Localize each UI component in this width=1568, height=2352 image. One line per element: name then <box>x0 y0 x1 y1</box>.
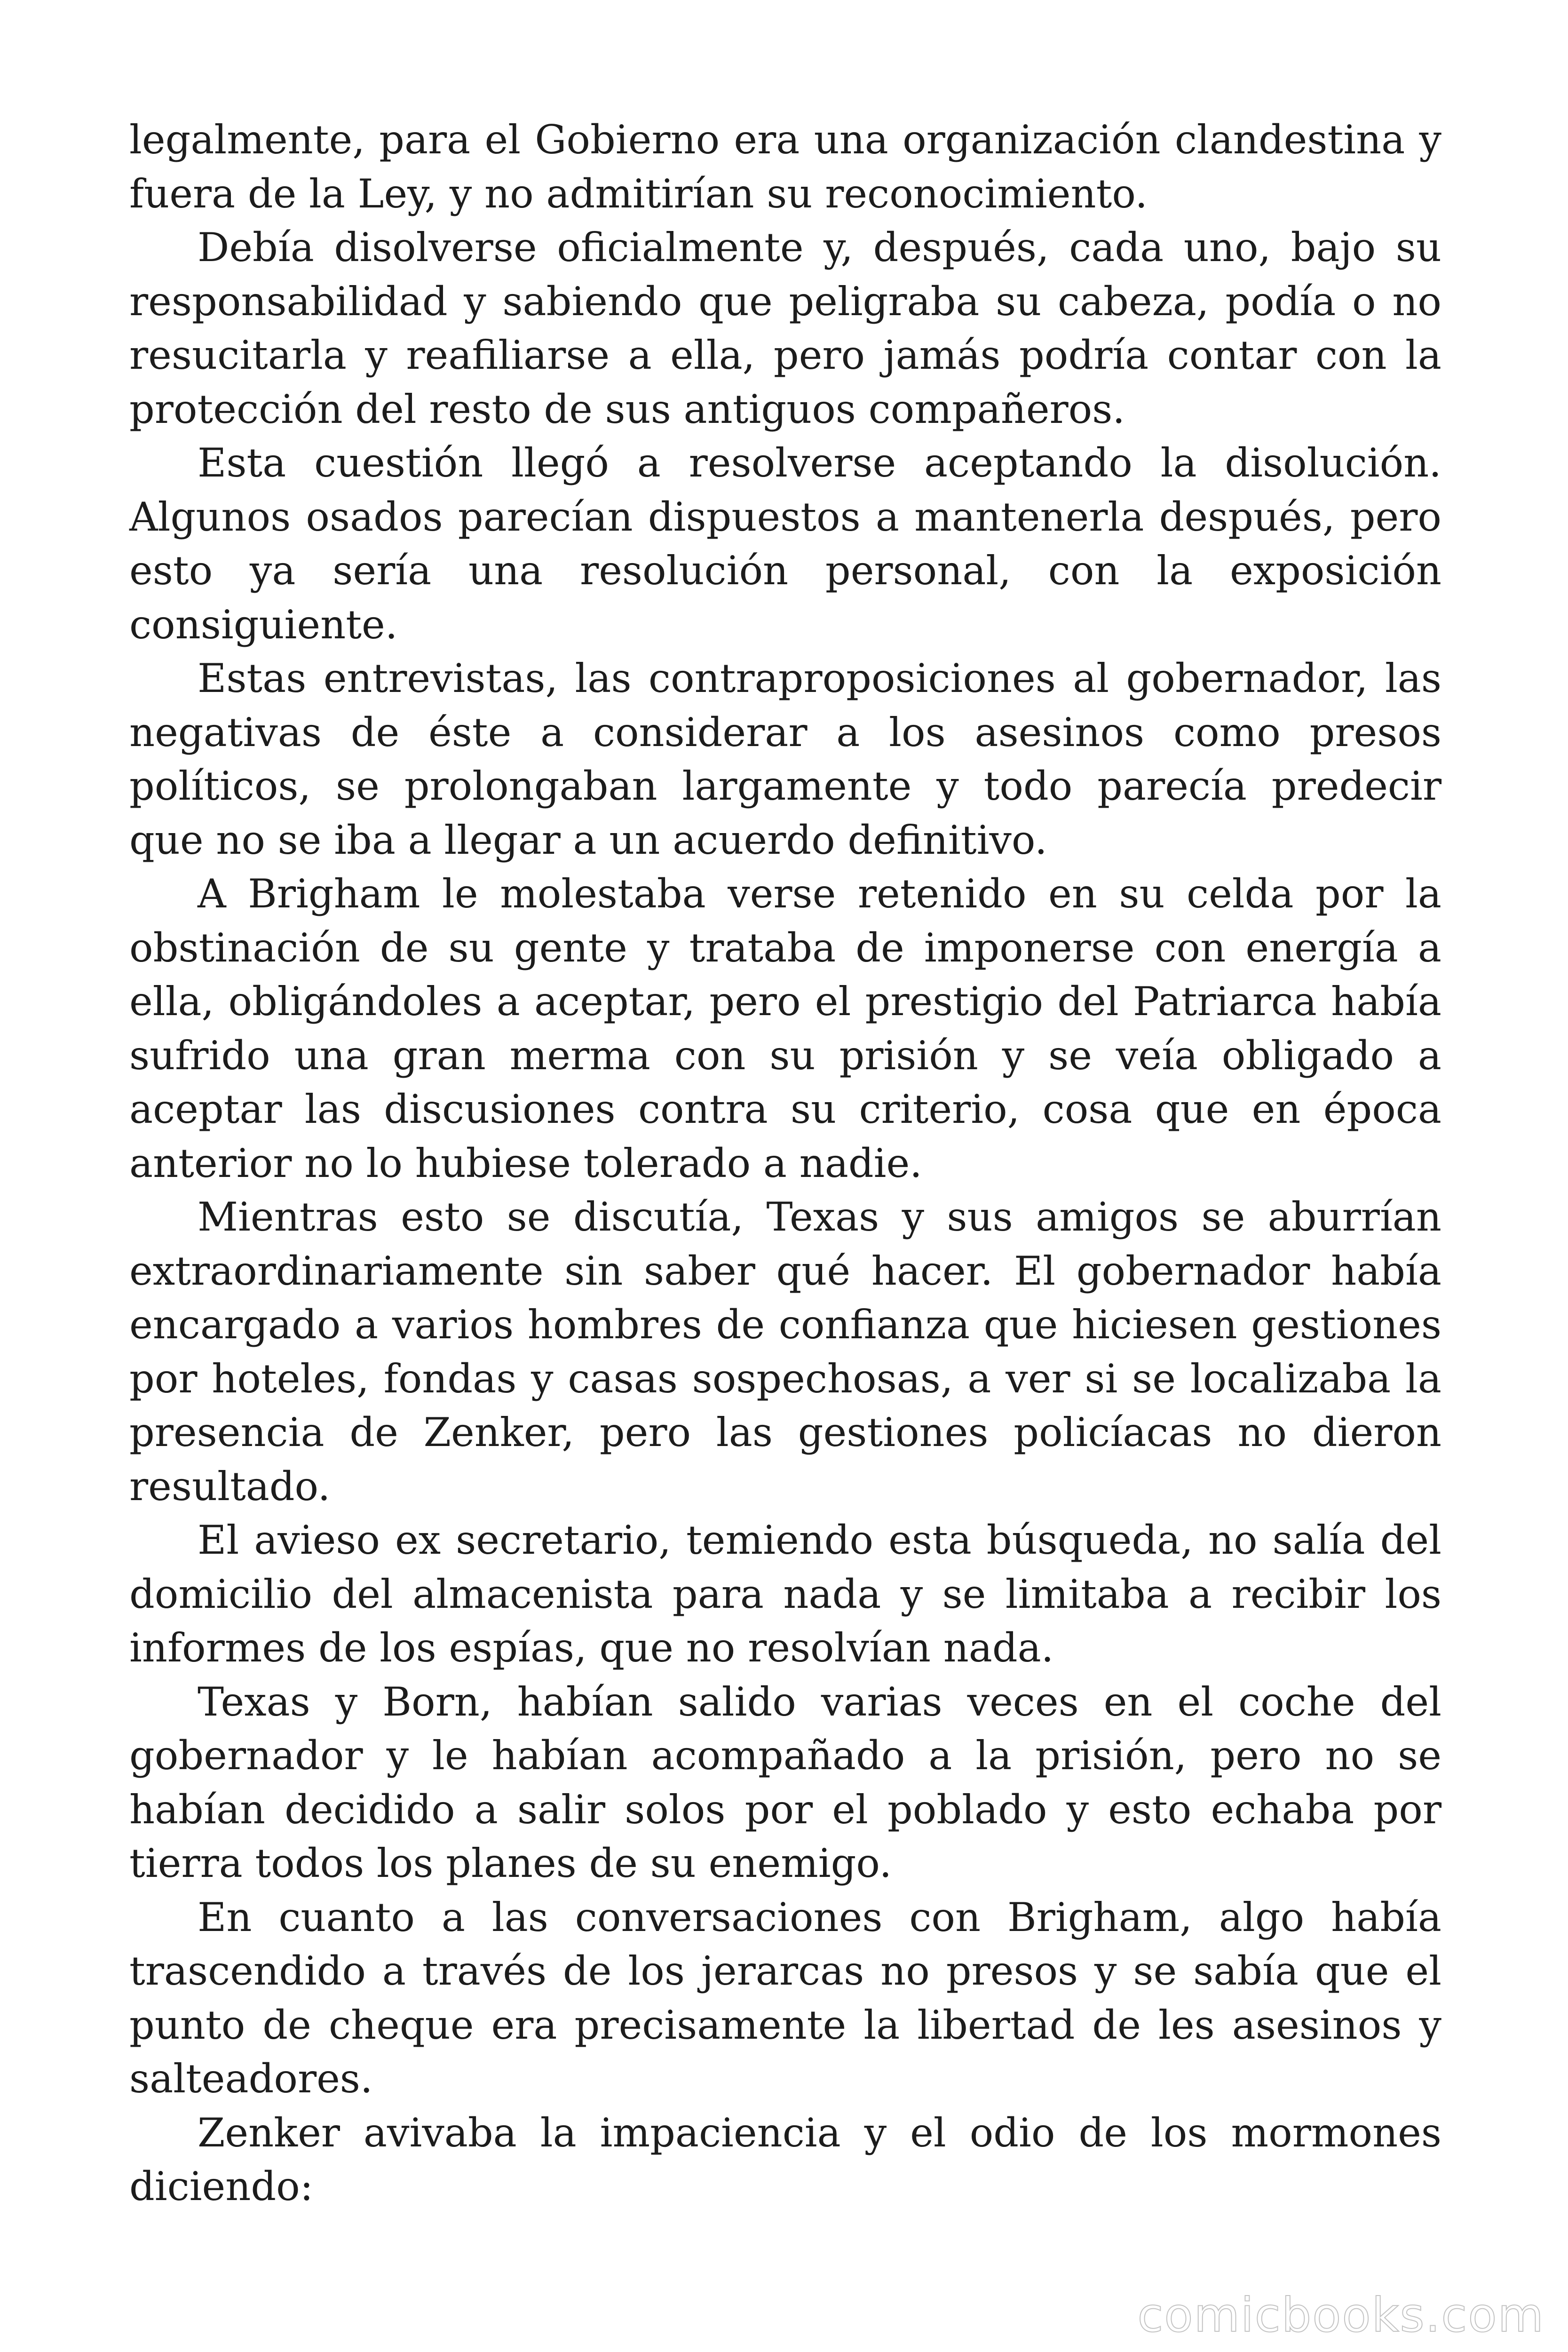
watermark: comicbooks.com <box>1137 2288 1544 2343</box>
paragraph-5: A Brigham le molestaba verse retenido en su celda por la obstinación de su gente y trataba de imponerse con energía a ella, obligándoles a aceptar, pero el prestigio del Patriarca había sufrido una gran merma con su prisión y se veía obligado a aceptar las discusiones contra su criterio, cosa que en época anterior no lo hubiese tolerado a nadie. <box>129 871 1441 1186</box>
paragraph-7: El avieso ex secretario, temiendo esta búsqueda, no salía del domicilio del almacenista para nada y se limitaba a recibir los informes de los espías, que no resolvían nada. <box>129 1517 1441 1671</box>
paragraph-10: Zenker avivaba la impaciencia y el odio de los mormones diciendo: <box>129 2109 1441 2209</box>
paragraph-4: Estas entrevistas, las contraproposiciones al gobernador, las negativas de éste a considerar a los asesinos como presos políticos, se prolongaban largamente y todo parecía predecir que no se iba a llegar a un acuerdo definitivo. <box>129 655 1441 863</box>
paragraph-3: Esta cuestión llegó a resolverse aceptando la disolución. Algunos osados parecían dispuestos a mantenerla después, pero esto ya sería una resolución personal, con la exposición consiguiente. <box>129 440 1441 648</box>
paragraph-6: Mientras esto se discutía, Texas y sus amigos se aburrían extraordinariamente sin saber qué hacer. El gobernador había encargado a varios hombres de confianza que hiciesen gestiones por hoteles, fondas y casas sospechosas, a ver si se localizaba la presencia de Zenker, pero las gestiones policíacas no dieron resultado. <box>129 1194 1441 1510</box>
paragraph-1: legalmente, para el Gobierno era una organización clandestina y fuera de la Ley, y no admitirían su reconocimiento. <box>129 117 1441 217</box>
paragraph-9: En cuanto a las conversaciones con Brigham, algo había trascendido a través de los jerarcas no presos y se sabía que el punto de cheque era precisamente la libertad de les asesinos y salteadores. <box>129 1894 1441 2102</box>
body-text <box>129 113 1441 2214</box>
paragraph-2: Debía disolverse oficialmente y, después, cada uno, bajo su responsabilidad y sabiendo que peligraba su cabeza, podía o no resucitarla y reafiliarse a ella, pero jamás podría contar con la protección del resto de sus antiguos compañeros. <box>129 224 1441 432</box>
paragraph-8: Texas y Born, habían salido varias veces en el coche del gobernador y le habían acompañado a la prisión, pero no se habían decidido a salir solos por el poblado y esto echaba por tierra todos los planes de su enemigo. <box>129 1678 1441 1886</box>
